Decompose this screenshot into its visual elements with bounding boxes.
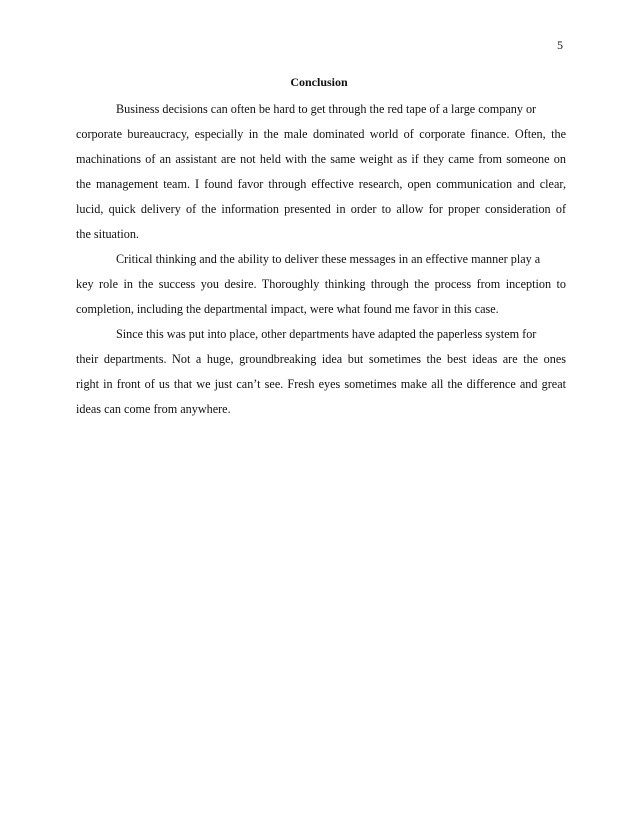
paragraph-1-line-4: the management team. I found favor through effective research, open communication and clear, (76, 177, 566, 191)
paragraph-2-line-2: key role in the success you desire. Thoroughly thinking through the process from inception to (76, 277, 566, 291)
body-text (76, 97, 566, 422)
paragraph-1-line-1: Business decisions can often be hard to get through the red tape of a large company or (116, 102, 537, 116)
paragraph-2-line-1: Critical thinking and the ability to deliver these messages in an effective manner play a (116, 252, 541, 266)
paragraph-2-line-3: completion, including the departmental impact, were what found me favor in this case. (76, 302, 499, 316)
paragraph-1-line-6: the situation. (76, 227, 139, 241)
paragraph-1-line-3: machinations of an assistant are not held with the same weight as if they came from someone on (76, 152, 566, 166)
section-title: Conclusion (290, 75, 348, 89)
page-number: 5 (557, 38, 563, 52)
paragraph-1-line-5: lucid, quick delivery of the information presented in order to allow for proper consideration of (76, 202, 566, 216)
paragraph-3-line-3: right in front of us that we just can’t see. Fresh eyes sometimes make all the difference and great (76, 377, 566, 391)
paragraph-3-line-1: Since this was put into place, other departments have adapted the paperless system for (116, 327, 537, 341)
paragraph-3-line-4: ideas can come from anywhere. (76, 402, 231, 416)
paragraph-3-line-2: their departments. Not a huge, groundbreaking idea but sometimes the best ideas are the ones (76, 352, 566, 366)
paragraph-1-line-2: corporate bureaucracy, especially in the male dominated world of corporate finance. Often, the (76, 127, 566, 141)
